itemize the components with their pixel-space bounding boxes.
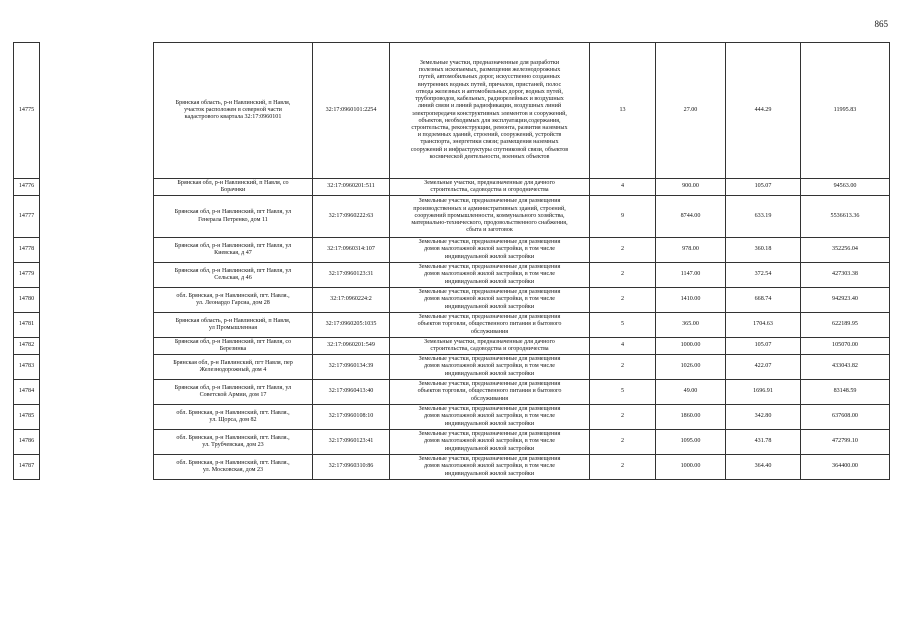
land-use-type: Земельные участки, предназначенные для дачного строительства, садоводства и огородничества <box>390 179 590 196</box>
cadastral-value: 472799.10 <box>801 430 890 455</box>
specific-value: 364.40 <box>726 455 801 480</box>
use-group-code: 2 <box>590 288 656 313</box>
table-row <box>14 179 890 196</box>
parcel-area: 1410.00 <box>656 288 726 313</box>
cadastral-value: 942923.40 <box>801 288 890 313</box>
cadastral-number: 32:17:0960201:549 <box>313 338 390 355</box>
land-use-type: Земельные участки, предназначенные для размещения домов малоэтажной жилой застройки, в том числе индивидуальной жилой застройки <box>390 405 590 430</box>
column-gap <box>40 338 154 355</box>
parcel-id: 14776 <box>14 179 40 196</box>
cadastral-number: 32:17:0960222:63 <box>313 196 390 238</box>
parcel-address: Брянская обл, р-н Навлинский, пгт Навля, ул Сельская, д 46 <box>154 263 313 288</box>
use-group-code: 5 <box>590 380 656 405</box>
cadastral-value: 433043.82 <box>801 355 890 380</box>
use-group-code: 2 <box>590 455 656 480</box>
parcel-area: 365.00 <box>656 313 726 338</box>
parcel-id: 14775 <box>14 43 40 179</box>
cadastral-number: 32:17:0960101:2254 <box>313 43 390 179</box>
specific-value: 444.29 <box>726 43 801 179</box>
land-use-type: Земельные участки, предназначенные для дачного строительства, садоводства и огородничества <box>390 338 590 355</box>
parcel-address: обл. Брянская, р-н Навлинский, пгт. Навля., ул. Щорса, дом 82 <box>154 405 313 430</box>
column-gap <box>40 179 154 196</box>
cadastral-number: 32:17:0960205:1035 <box>313 313 390 338</box>
parcel-id: 14778 <box>14 238 40 263</box>
table-row <box>14 238 890 263</box>
land-use-type: Земельные участки, предназначенные для размещения домов малоэтажной жилой застройки, в том числе индивидуальной жилой застройки <box>390 288 590 313</box>
parcel-address: обл. Брянская, р-н Навлинский, пгт. Навля., ул. Московская, дом 23 <box>154 455 313 480</box>
parcel-id: 14781 <box>14 313 40 338</box>
parcel-area: 1860.00 <box>656 405 726 430</box>
column-gap <box>40 355 154 380</box>
table-row <box>14 355 890 380</box>
table-row <box>14 338 890 355</box>
column-gap <box>40 455 154 480</box>
land-use-type: Земельные участки, предназначенные для размещения домов малоэтажной жилой застройки, в том числе индивидуальной жилой застройки <box>390 430 590 455</box>
specific-value: 342.80 <box>726 405 801 430</box>
cadastral-value: 105070.00 <box>801 338 890 355</box>
table-row <box>14 380 890 405</box>
use-group-code: 4 <box>590 338 656 355</box>
parcel-area: 900.00 <box>656 179 726 196</box>
cadastral-value: 427303.38 <box>801 263 890 288</box>
table-row <box>14 405 890 430</box>
column-gap <box>40 263 154 288</box>
column-gap <box>40 43 154 179</box>
column-gap <box>40 288 154 313</box>
specific-value: 372.54 <box>726 263 801 288</box>
cadastral-number: 32:17:0960123:31 <box>313 263 390 288</box>
specific-value: 668.74 <box>726 288 801 313</box>
specific-value: 422.07 <box>726 355 801 380</box>
use-group-code: 13 <box>590 43 656 179</box>
use-group-code: 2 <box>590 238 656 263</box>
specific-value: 633.19 <box>726 196 801 238</box>
parcel-address: Брянская обл, р-н Павлинский, пгт Навля, пер Железнодорожный, дом 4 <box>154 355 313 380</box>
column-gap <box>40 238 154 263</box>
use-group-code: 2 <box>590 430 656 455</box>
cadastral-number: 32:17:0960201:511 <box>313 179 390 196</box>
column-gap <box>40 196 154 238</box>
parcel-id: 14783 <box>14 355 40 380</box>
parcel-address: обл. Брянская, р-н Навлинский, пгт. Навля., ул. Трубчевская, дом 23 <box>154 430 313 455</box>
table-row <box>14 313 890 338</box>
cadastral-value: 11995.83 <box>801 43 890 179</box>
parcel-address: обл. Брянская, р-н Навлинский, пгт. Навля., ул. Леонардо Гарсиа, дом 28 <box>154 288 313 313</box>
land-use-type: Земельные участки, предназначенные для размещения производственных и административных зданий, строений, сооружений промышленности, коммунального хозяйства, материально-технического, продовольственного снабжения, сбыта и заготовок <box>390 196 590 238</box>
parcel-address: Брянская обл, р-н Павлинский, пгт Навля, ул Советской Армии, дом 17 <box>154 380 313 405</box>
land-use-type: Земельные участки, предназначенные для размещения объектов торговли, общественного питания и бытового обслуживания <box>390 313 590 338</box>
parcel-address: Брянская обл, р-н Навлинский, пгт Навля, со Березинка <box>154 338 313 355</box>
use-group-code: 2 <box>590 355 656 380</box>
table-row <box>14 288 890 313</box>
cadastral-value: 94563.00 <box>801 179 890 196</box>
land-use-type: Земельные участки, предназначенные для размещения объектов торговли, общественного питания и бытового обслуживания <box>390 380 590 405</box>
parcel-id: 14786 <box>14 430 40 455</box>
parcel-id: 14784 <box>14 380 40 405</box>
parcel-area: 27.00 <box>656 43 726 179</box>
parcel-area: 8744.00 <box>656 196 726 238</box>
cadastral-value: 83148.59 <box>801 380 890 405</box>
land-register-table <box>13 42 890 480</box>
table-row <box>14 43 890 179</box>
column-gap <box>40 313 154 338</box>
column-gap <box>40 380 154 405</box>
specific-value: 360.18 <box>726 238 801 263</box>
parcel-area: 49.00 <box>656 380 726 405</box>
parcel-area: 1000.00 <box>656 455 726 480</box>
use-group-code: 9 <box>590 196 656 238</box>
parcel-area: 1147.00 <box>656 263 726 288</box>
cadastral-value: 622189.95 <box>801 313 890 338</box>
parcel-id: 14780 <box>14 288 40 313</box>
land-use-type: Земельные участки, предназначенные для размещения домов малоэтажной жилой застройки, в том числе индивидуальной жилой застройки <box>390 238 590 263</box>
table-row <box>14 430 890 455</box>
parcel-area: 1095.00 <box>656 430 726 455</box>
use-group-code: 2 <box>590 263 656 288</box>
cadastral-number: 32:17:0960123:41 <box>313 430 390 455</box>
specific-value: 431.78 <box>726 430 801 455</box>
use-group-code: 2 <box>590 405 656 430</box>
specific-value: 1704.63 <box>726 313 801 338</box>
parcel-address: Брянская область, р-н Навлинский, п Навля, участок расположен в северной части кадастрового квартала 32:17:0960101 <box>154 43 313 179</box>
parcel-area: 1000.00 <box>656 338 726 355</box>
parcel-address: Брянская область, р-н Навлинский, п Навля, ул Промышленная <box>154 313 313 338</box>
cadastral-number: 32:17:0960134:39 <box>313 355 390 380</box>
parcel-id: 14787 <box>14 455 40 480</box>
land-use-type: Земельные участки, предназначенные для разработки полезных ископаемых, размещения железнодорожных путей, автомобильных дорог, искусственно созданных внутренних водных путей, причалов, пристаней, полос отвода железных и автомобильных дорог, водных путей, трубопроводов, кабельных, радиорелейных и воздушных линий связи и линий радиофикации, воздушных линий электропередачи конструктивных элементов и сооружений, объектов, необходимых для эксплуатации,содержания, строительства, реконструкции, ремонта, развития наземных и подземных зданий, строений, сооружений, устройств транспорта, энергетики связи; размещения наземных сооружений и инфраструктуры спутниковой связи, объектов космической деятельности, военных объектов <box>390 43 590 179</box>
column-gap <box>40 405 154 430</box>
land-use-type: Земельные участки, предназначенные для размещения домов малоэтажной жилой застройки, в том числе индивидуальной жилой застройки <box>390 455 590 480</box>
use-group-code: 4 <box>590 179 656 196</box>
parcel-id: 14777 <box>14 196 40 238</box>
cadastral-number: 32:17:0960413:40 <box>313 380 390 405</box>
use-group-code: 5 <box>590 313 656 338</box>
parcel-id: 14779 <box>14 263 40 288</box>
parcel-id: 14782 <box>14 338 40 355</box>
specific-value: 1696.91 <box>726 380 801 405</box>
column-gap <box>40 430 154 455</box>
land-use-type: Земельные участки, предназначенные для размещения домов малоэтажной жилой застройки, в том числе индивидуальной жилой застройки <box>390 355 590 380</box>
table-row <box>14 455 890 480</box>
register-body <box>14 43 890 480</box>
cadastral-number: 32:17:0960314:107 <box>313 238 390 263</box>
specific-value: 105.07 <box>726 179 801 196</box>
parcel-area: 978.00 <box>656 238 726 263</box>
cadastral-number: 32:17:0960310:86 <box>313 455 390 480</box>
parcel-address: Брянская обл, р-н Навлинский, п Навля, со Борачнки <box>154 179 313 196</box>
parcel-address: Брянская обл, р-н Навлинский, пгт Навля, ул Генерала Петренко, дом 11 <box>154 196 313 238</box>
cadastral-number: 32:17:0960224:2 <box>313 288 390 313</box>
cadastral-value: 5536613.36 <box>801 196 890 238</box>
table-row <box>14 196 890 238</box>
cadastral-value: 364400.00 <box>801 455 890 480</box>
parcel-id: 14785 <box>14 405 40 430</box>
specific-value: 105.07 <box>726 338 801 355</box>
cadastral-value: 637608.00 <box>801 405 890 430</box>
cadastral-value: 352256.04 <box>801 238 890 263</box>
page-number: 865 <box>874 19 888 29</box>
cadastral-number: 32:17:0960108:10 <box>313 405 390 430</box>
table-row <box>14 263 890 288</box>
land-use-type: Земельные участки, предназначенные для размещения домов малоэтажной жилой застройки, в том числе индивидуальной жилой застройки <box>390 263 590 288</box>
parcel-address: Брянская обл, р-н Навлинский, пгт Навля, ул Киевская, д 47 <box>154 238 313 263</box>
parcel-area: 1026.00 <box>656 355 726 380</box>
